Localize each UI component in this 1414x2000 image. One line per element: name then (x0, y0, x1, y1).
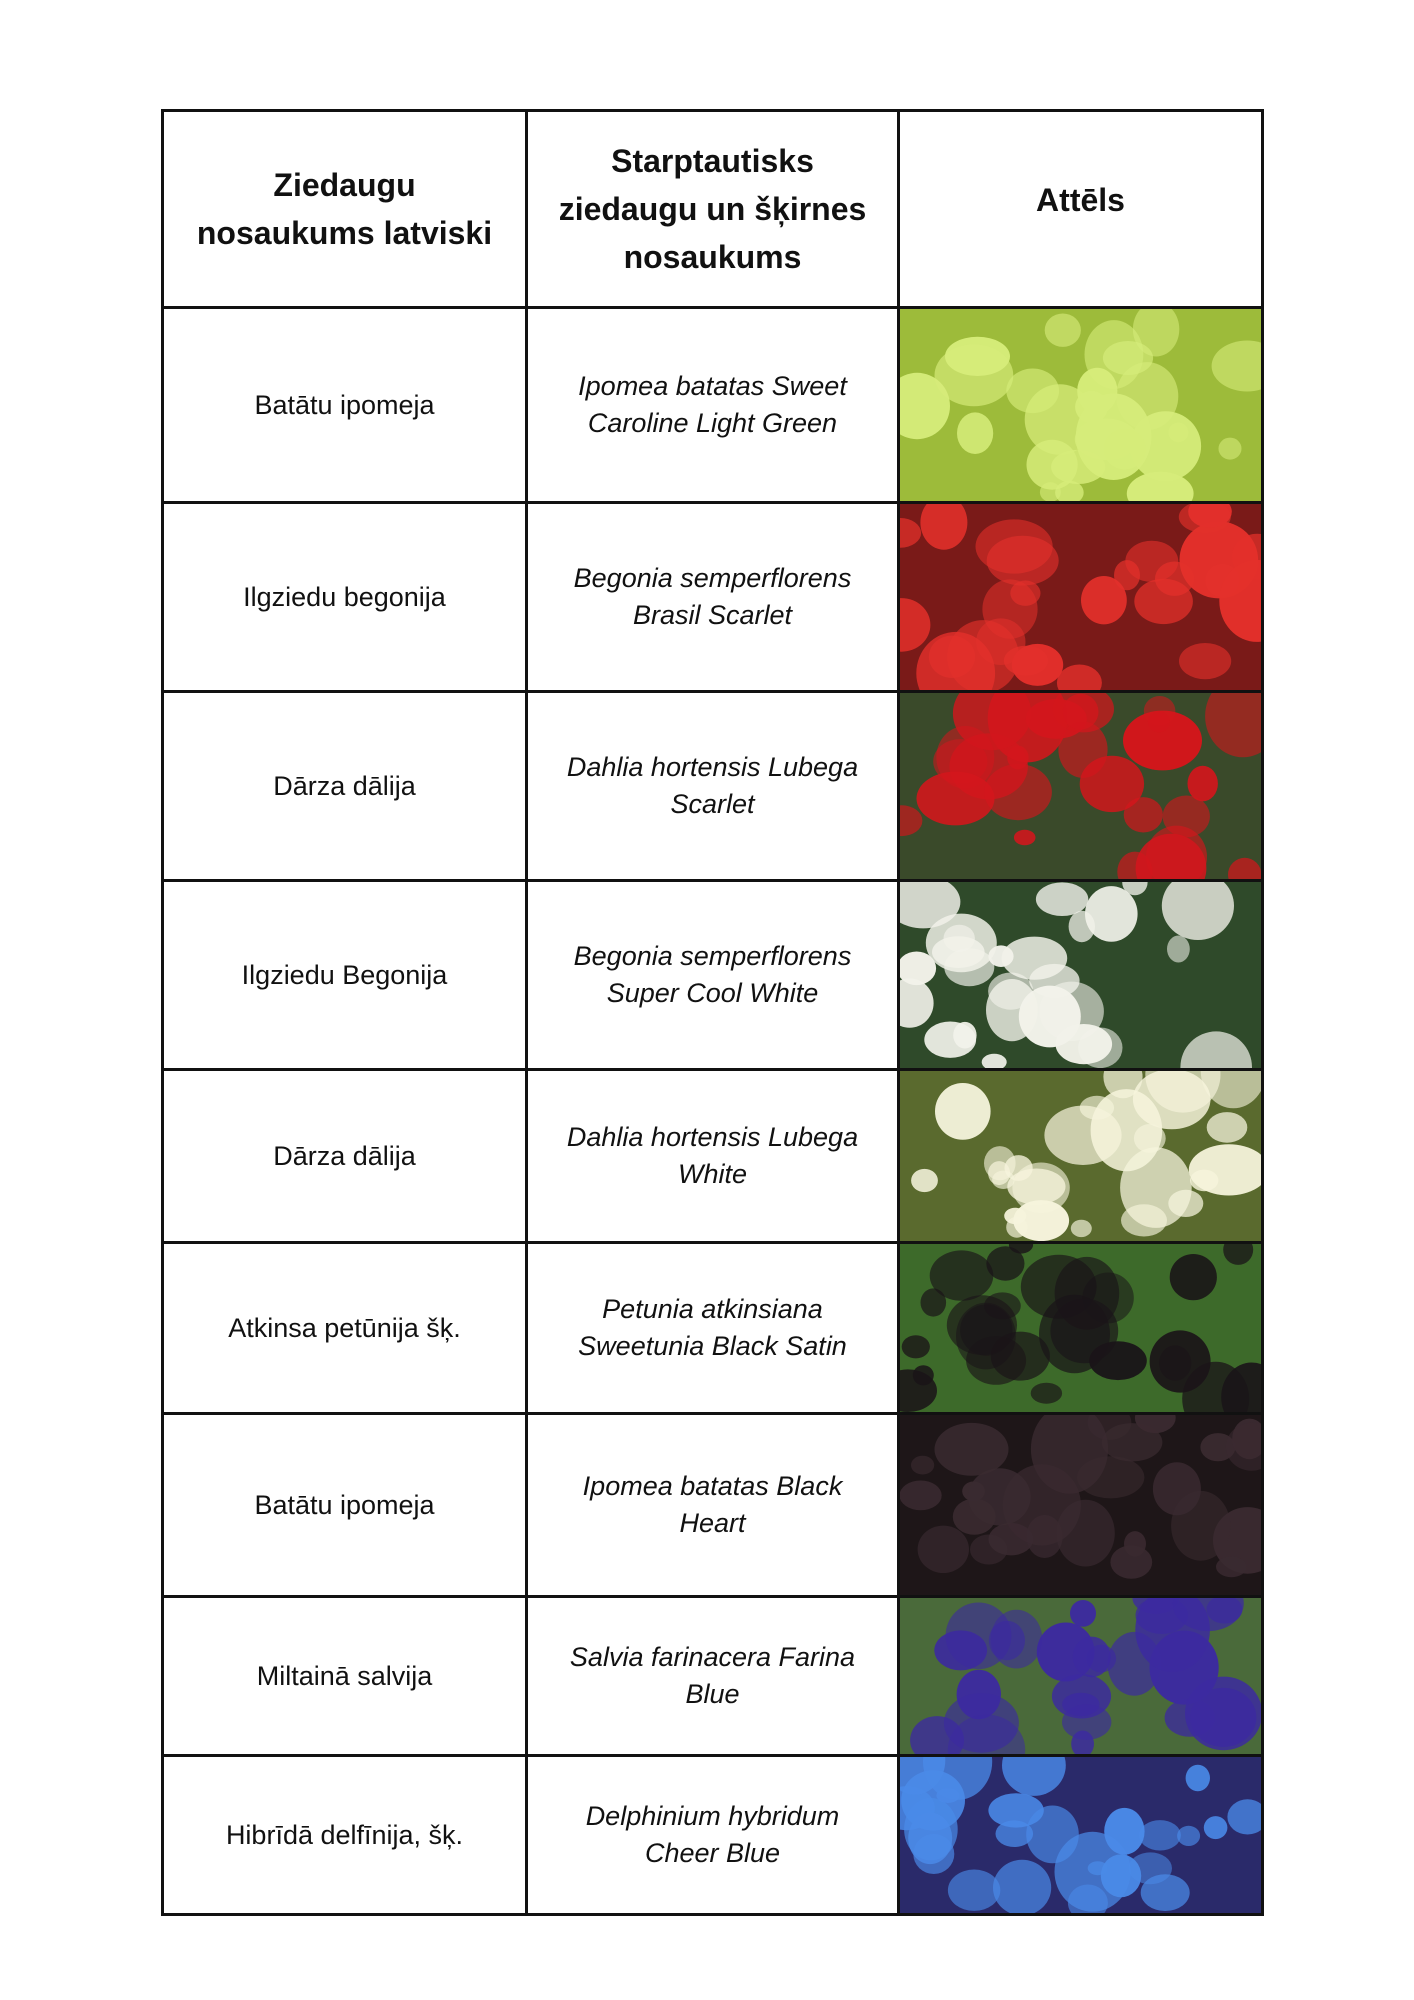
latvian-name-cell: Miltainā salvija (163, 1597, 527, 1756)
international-name-cell (527, 1243, 899, 1414)
plant-image-cell (899, 881, 1263, 1070)
red-begonia-photo (900, 504, 1261, 690)
plant-image-cell (899, 1414, 1263, 1597)
white-dahlia-photo (900, 1071, 1261, 1241)
international-name-text: Ipomea batatas Black Heart (582, 1471, 843, 1538)
header-image: Attēls (899, 111, 1263, 308)
international-name-text: Delphinium hybridum Cheer Blue (585, 1801, 840, 1868)
latvian-name-cell: Batātu ipomeja (163, 1414, 527, 1597)
table-row (163, 1756, 1263, 1915)
international-name-cell (527, 881, 899, 1070)
international-name-cell (527, 308, 899, 503)
international-name-cell (527, 1414, 899, 1597)
lime-green-leaves-photo (900, 309, 1261, 501)
international-name-text: Dahlia hortensis Lubega Scarlet (566, 752, 859, 819)
plant-image-cell (899, 1597, 1263, 1756)
international-name-text: Dahlia hortensis Lubega White (566, 1122, 859, 1189)
plant-image-cell (899, 1070, 1263, 1243)
international-name-text: Ipomea batatas Sweet Caroline Light Green (578, 371, 847, 438)
international-name-cell (527, 692, 899, 881)
table-row (163, 1414, 1263, 1597)
table-row (163, 881, 1263, 1070)
latvian-name-cell: Dārza dālija (163, 1070, 527, 1243)
blue-salvia-photo (900, 1598, 1261, 1754)
latvian-name-cell: Ilgziedu Begonija (163, 881, 527, 1070)
plant-image-cell (899, 1243, 1263, 1414)
international-name-cell (527, 1597, 899, 1756)
blue-delphinium-photo (900, 1757, 1261, 1913)
plant-image-cell (899, 503, 1263, 692)
international-name-text: Petunia atkinsiana Sweetunia Black Satin (578, 1294, 847, 1361)
table-row (163, 1597, 1263, 1756)
header-latvian-name: Ziedaugu nosaukums latviski (163, 111, 527, 308)
dark-purple-leaves-photo (900, 1415, 1261, 1595)
latvian-name-cell: Ilgziedu begonija (163, 503, 527, 692)
header-international-name: Starptautisks ziedaugu un šķirnes nosaukums (527, 111, 899, 308)
latvian-name-cell: Dārza dālija (163, 692, 527, 881)
plant-image-cell (899, 308, 1263, 503)
international-name-text: Salvia farinacera Farina Blue (569, 1642, 856, 1709)
latvian-name-cell: Batātu ipomeja (163, 308, 527, 503)
table-row (163, 1070, 1263, 1243)
table-row (163, 503, 1263, 692)
white-begonia-photo (900, 882, 1261, 1068)
plants-table (161, 109, 1264, 1916)
table-header-row (163, 111, 1263, 308)
international-name-cell (527, 1070, 899, 1243)
red-dahlia-photo (900, 693, 1261, 879)
table-row (163, 692, 1263, 881)
international-name-cell (527, 1756, 899, 1915)
black-petunia-photo (900, 1244, 1261, 1412)
international-name-text: Begonia semperflorens Super Cool White (573, 941, 852, 1008)
plant-image-cell (899, 1756, 1263, 1915)
table-row (163, 308, 1263, 503)
plant-image-cell (899, 692, 1263, 881)
international-name-cell (527, 503, 899, 692)
latvian-name-cell: Hibrīdā delfīnija, šķ. (163, 1756, 527, 1915)
international-name-text: Begonia semperflorens Brasil Scarlet (573, 563, 852, 630)
latvian-name-cell: Atkinsa petūnija šķ. (163, 1243, 527, 1414)
table-row (163, 1243, 1263, 1414)
